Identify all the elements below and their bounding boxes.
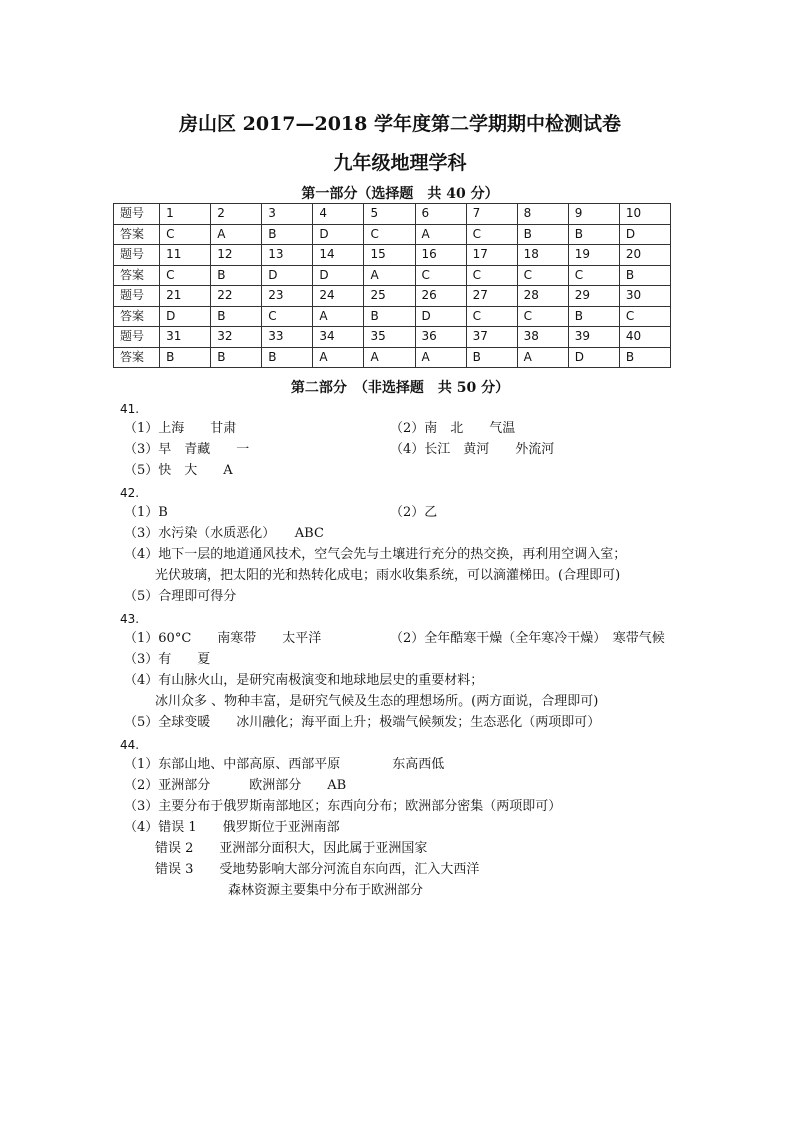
page-title: 房山区 2017—2018 学年度第二学期期中检测试卷 (179, 113, 621, 135)
q44-answer-4-cont: 森林资源主要集中分布于欧洲部分 (228, 883, 424, 898)
table-cell: 9 (568, 204, 619, 225)
table-cell: 11 (160, 245, 211, 266)
table-cell: D (619, 224, 670, 245)
table-cell: 32 (211, 327, 262, 348)
q43-answer-3: （3）有 夏 (124, 652, 211, 667)
q41-answer-4: （4）长江 黄河 外流河 (390, 442, 555, 457)
table-row-answers (114, 224, 671, 245)
q43-answer-2: （2）全年酷寒干燥（全年寒冷干燥） 寒带气候 (390, 631, 665, 646)
table-cell: C (364, 224, 415, 245)
table-row-answers (114, 306, 671, 327)
table-cell: 7 (466, 204, 517, 225)
table-cell: B (568, 224, 619, 245)
table-cell: B (517, 224, 568, 245)
table-cell: 14 (313, 245, 364, 266)
table-row-answers (114, 347, 671, 368)
table-cell: A (364, 265, 415, 286)
table-cell: 1 (160, 204, 211, 225)
table-cell: B (262, 224, 313, 245)
table-cell: C (517, 265, 568, 286)
table-cell: 24 (313, 286, 364, 307)
table-cell: 16 (415, 245, 466, 266)
table-cell: 29 (568, 286, 619, 307)
table-cell: B (466, 347, 517, 368)
q42-number: 42. (120, 486, 140, 500)
table-cell: A (313, 347, 364, 368)
table-cell: 6 (415, 204, 466, 225)
q44-answer-4-error3: 错误 3 受地势影响大部分河流自东向西，汇入大西洋 (155, 862, 480, 877)
q44-answer-1: （1）东部山地、中部高原、西部平原 东高西低 (124, 757, 445, 772)
q41-answer-5: （5）快 大 A (124, 463, 233, 478)
table-cell: C (160, 224, 211, 245)
q41-answer-3: （3）早 青藏 一 (124, 442, 250, 457)
table-cell: 19 (568, 245, 619, 266)
table-cell: A (211, 224, 262, 245)
table-row-numbers (114, 204, 671, 225)
table-cell: 13 (262, 245, 313, 266)
table-cell: 10 (619, 204, 670, 225)
table-cell: 17 (466, 245, 517, 266)
table-cell: 3 (262, 204, 313, 225)
table-cell: 37 (466, 327, 517, 348)
table-cell: D (160, 306, 211, 327)
table-cell: 21 (160, 286, 211, 307)
table-cell: 18 (517, 245, 568, 266)
table-cell: B (364, 306, 415, 327)
table-cell: B (619, 265, 670, 286)
row-header-cell: 答案 (114, 306, 160, 327)
table-cell: 27 (466, 286, 517, 307)
row-header-cell: 题号 (114, 286, 160, 307)
q44-answer-4: （4）错误 1 俄罗斯位于亚洲南部 (124, 820, 340, 835)
table-cell: B (619, 347, 670, 368)
table-cell: D (568, 347, 619, 368)
q44-answer-4-error2: 错误 2 亚洲部分面积大，因此属于亚洲国家 (155, 841, 428, 856)
q42-answer-2: （2）乙 (390, 505, 438, 520)
table-cell: 30 (619, 286, 670, 307)
table-cell: A (517, 347, 568, 368)
table-cell: 35 (364, 327, 415, 348)
table-cell: C (415, 265, 466, 286)
row-header-cell: 题号 (114, 204, 160, 225)
row-header-cell: 答案 (114, 265, 160, 286)
table-cell: C (262, 306, 313, 327)
table-cell: D (262, 265, 313, 286)
q43-number: 43. (120, 612, 140, 626)
table-cell: C (568, 265, 619, 286)
table-cell: 26 (415, 286, 466, 307)
table-cell: C (466, 265, 517, 286)
q42-answer-1: （1）B (124, 505, 168, 520)
q42-answer-5: （5）合理即可得分 (124, 589, 237, 604)
q42-answer-3: （3）水污染（水质恶化） ABC (124, 526, 324, 541)
table-cell: A (415, 224, 466, 245)
table-row-numbers (114, 245, 671, 266)
table-cell: 34 (313, 327, 364, 348)
q43-answer-1: （1）60°C 南寒带 太平洋 (124, 631, 322, 646)
part1-heading: 第一部分（选择题 共 40 分） (301, 186, 499, 202)
table-row-answers (114, 265, 671, 286)
q41-answer-1: （1）上海 甘肃 (124, 421, 237, 436)
q44-number: 44. (120, 738, 140, 752)
table-cell: 40 (619, 327, 670, 348)
table-cell: B (568, 306, 619, 327)
q42-answer-4-cont: 光伏玻璃，把太阳的光和热转化成电；雨水收集系统，可以滴灌梯田。(合理即可) (155, 568, 621, 583)
table-cell: D (313, 265, 364, 286)
table-cell: 23 (262, 286, 313, 307)
table-cell: 4 (313, 204, 364, 225)
table-cell: C (466, 306, 517, 327)
table-cell: B (211, 347, 262, 368)
table-cell: 39 (568, 327, 619, 348)
table-cell: 22 (211, 286, 262, 307)
table-cell: 5 (364, 204, 415, 225)
q43-answer-4: （4）有山脉火山，是研究南极演变和地球地层史的重要材料； (124, 673, 484, 688)
table-row-numbers (114, 327, 671, 348)
q42-answer-4: （4）地下一层的地道通风技术，空气会先与土壤进行充分的热交换，再利用空调入室； (124, 547, 627, 562)
table-cell: A (415, 347, 466, 368)
table-cell: B (262, 347, 313, 368)
row-header-cell: 答案 (114, 347, 160, 368)
row-header-cell: 题号 (114, 245, 160, 266)
page-subtitle: 九年级地理学科 (333, 152, 467, 174)
q44-answer-3: （3）主要分布于俄罗斯南部地区；东西向分布；欧洲部分密集（两项即可） (124, 799, 562, 814)
table-cell: A (364, 347, 415, 368)
q43-answer-4-cont: 冰川众多 、物种丰富，是研究气候及生态的理想场所。(两方面说，合理即可) (155, 694, 599, 709)
row-header-cell: 题号 (114, 327, 160, 348)
table-cell: 25 (364, 286, 415, 307)
table-cell: 12 (211, 245, 262, 266)
table-cell: 33 (262, 327, 313, 348)
q41-number: 41. (120, 402, 140, 416)
answer-table (113, 203, 671, 368)
table-cell: 2 (211, 204, 262, 225)
table-cell: A (313, 306, 364, 327)
table-cell: B (160, 347, 211, 368)
part2-heading: 第二部分 （非选择题 共 50 分） (290, 380, 510, 396)
q43-answer-5: （5）全球变暖 冰川融化；海平面上升；极端气候频发；生态恶化（两项即可） (124, 715, 601, 730)
table-cell: B (211, 306, 262, 327)
q44-answer-2: （2）亚洲部分 欧洲部分 AB (124, 778, 347, 793)
table-cell: 28 (517, 286, 568, 307)
q41-answer-2: （2）南 北 气温 (390, 421, 516, 436)
table-cell: B (211, 265, 262, 286)
table-cell: 8 (517, 204, 568, 225)
table-cell: D (313, 224, 364, 245)
table-cell: 36 (415, 327, 466, 348)
table-cell: C (466, 224, 517, 245)
table-cell: D (415, 306, 466, 327)
table-cell: 38 (517, 327, 568, 348)
row-header-cell: 答案 (114, 224, 160, 245)
table-cell: C (517, 306, 568, 327)
table-cell: 31 (160, 327, 211, 348)
table-cell: C (160, 265, 211, 286)
table-cell: 20 (619, 245, 670, 266)
table-cell: 15 (364, 245, 415, 266)
table-cell: C (619, 306, 670, 327)
table-row-numbers (114, 286, 671, 307)
